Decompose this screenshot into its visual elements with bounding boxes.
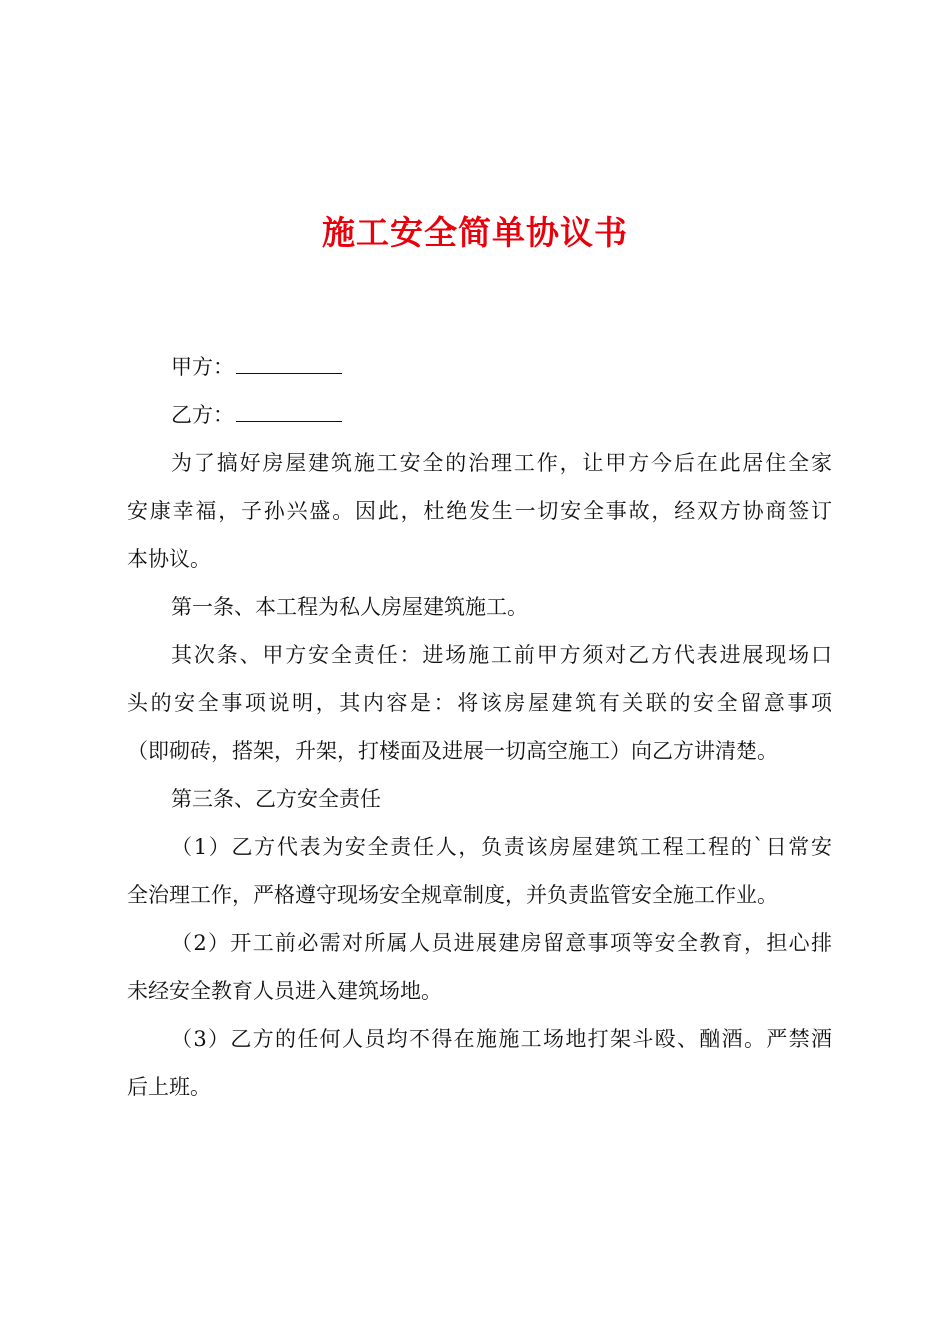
text-line: （2）开工前必需对所属人员进展建房留意事项等安全教育，担心排 bbox=[171, 931, 832, 955]
text-line: 为了搞好房屋建筑施工安全的治理工作，让甲方今后在此居住全家 bbox=[171, 451, 832, 475]
text-line: （3）乙方的任何人员均不得在施施工场地打架斗殴、酗酒。严禁酒 bbox=[171, 1027, 832, 1051]
agreement-text bbox=[127, 439, 832, 1111]
text-line: 其次条、甲方安全责任：进场施工前甲方须对乙方代表进展现场口 bbox=[171, 643, 832, 667]
party-b-blank bbox=[236, 399, 342, 422]
text-line: （1）乙方代表为安全责任人，负责该房屋建筑工程工程的`日常安 bbox=[171, 835, 832, 859]
text-line: 全治理工作，严格遵守现场安全规章制度，并负责监管安全施工作业。 bbox=[127, 883, 778, 907]
text-line: 未经安全教育人员进入建筑场地。 bbox=[127, 979, 442, 1003]
text-line: 第三条、乙方安全责任 bbox=[171, 787, 381, 811]
party-a-label: 甲方： bbox=[171, 355, 234, 379]
document-title: 施工安全简单协议书 bbox=[322, 213, 628, 252]
text-line: 第一条、本工程为私人房屋建筑施工。 bbox=[171, 595, 528, 619]
text-line: 安康幸福，子孙兴盛。因此，杜绝发生一切安全事故，经双方协商签订 bbox=[127, 499, 832, 523]
text-line: （即砌砖，搭架，升架，打楼面及进展一切高空施工）向乙方讲清楚。 bbox=[127, 739, 778, 763]
party-a-blank bbox=[236, 351, 342, 374]
text-line: 本协议。 bbox=[127, 547, 211, 571]
text-line: 头的安全事项说明，其内容是：将该房屋建筑有关联的安全留意事项 bbox=[127, 691, 832, 715]
document-body bbox=[127, 343, 832, 1111]
party-b-line bbox=[127, 391, 832, 439]
text-line: 后上班。 bbox=[127, 1075, 211, 1099]
party-a-line bbox=[127, 343, 832, 391]
party-b-label: 乙方： bbox=[171, 403, 234, 427]
